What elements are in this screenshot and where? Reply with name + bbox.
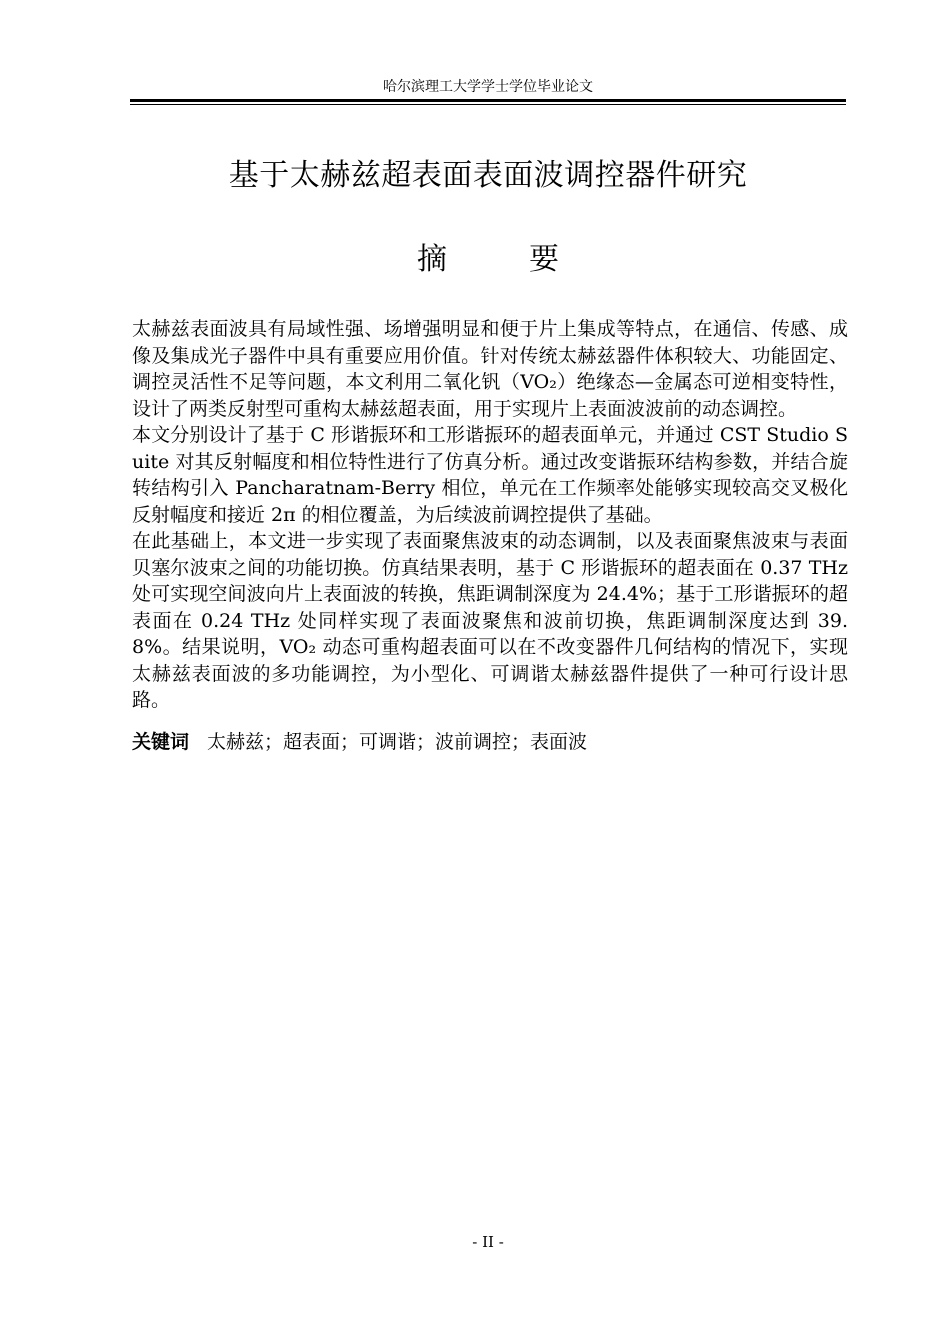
header-rule-thick bbox=[130, 99, 846, 102]
abstract-body bbox=[132, 316, 848, 755]
page-number: - II - bbox=[472, 1233, 504, 1251]
header-rule-thin bbox=[130, 104, 846, 105]
abstract-paragraph-2: 本文分别设计了基于 C 形谐振环和工形谐振环的超表面单元，并通过 CST Studio Suite 对其反射幅度和相位特性进行了仿真分析。通过改变谐振环结构参数，并结合旋转结构引入 Pancharatnam-Berry 相位，单元在工作频率处能够实现较高交叉极化反射幅度和接近 2π 的相位覆盖，为后续波前调控提供了基础。 bbox=[132, 424, 848, 526]
abstract-paragraph-3: 在此基础上，本文进一步实现了表面聚焦波束的动态调制，以及表面聚焦波束与表面贝塞尔波束之间的功能切换。仿真结果表明，基于 C 形谐振环的超表面在 0.37 THz 处可实现空间波向片上表面波的转换，焦距调制深度为 24.4%；基于工形谐振环的超表面在 0.24 THz 处同样实现了表面波聚焦和波前切换，焦距调制深度达到 39.8%。结果说明，VO₂ 动态可重构超表面可以在不改变器件几何结构的情况下，实现太赫兹表面波的多功能调控，为小型化、可调谐太赫兹器件提供了一种可行设计思路。 bbox=[132, 530, 848, 711]
keywords-label: 关键词 bbox=[132, 730, 190, 753]
keywords-line bbox=[132, 729, 848, 756]
abstract-paragraph-1: 太赫兹表面波具有局域性强、场增强明显和便于片上集成等特点，在通信、传感、成像及集成光子器件中具有重要应用价值。针对传统太赫兹器件体积较大、功能固定、调控灵活性不足等问题，本文利用二氧化钒（VO₂）绝缘态—金属态可逆相变特性，设计了两类反射型可重构太赫兹超表面，用于实现片上表面波波前的动态调控。 bbox=[132, 318, 848, 420]
abstract-heading: 摘 要 bbox=[417, 242, 585, 277]
keywords-list: 太赫兹；超表面；可调谐；波前调控；表面波 bbox=[207, 730, 588, 753]
running-header: 哈尔滨理工大学学士学位毕业论文 bbox=[383, 79, 593, 95]
thesis-title: 基于太赫兹超表面表面波调控器件研究 bbox=[228, 158, 748, 193]
